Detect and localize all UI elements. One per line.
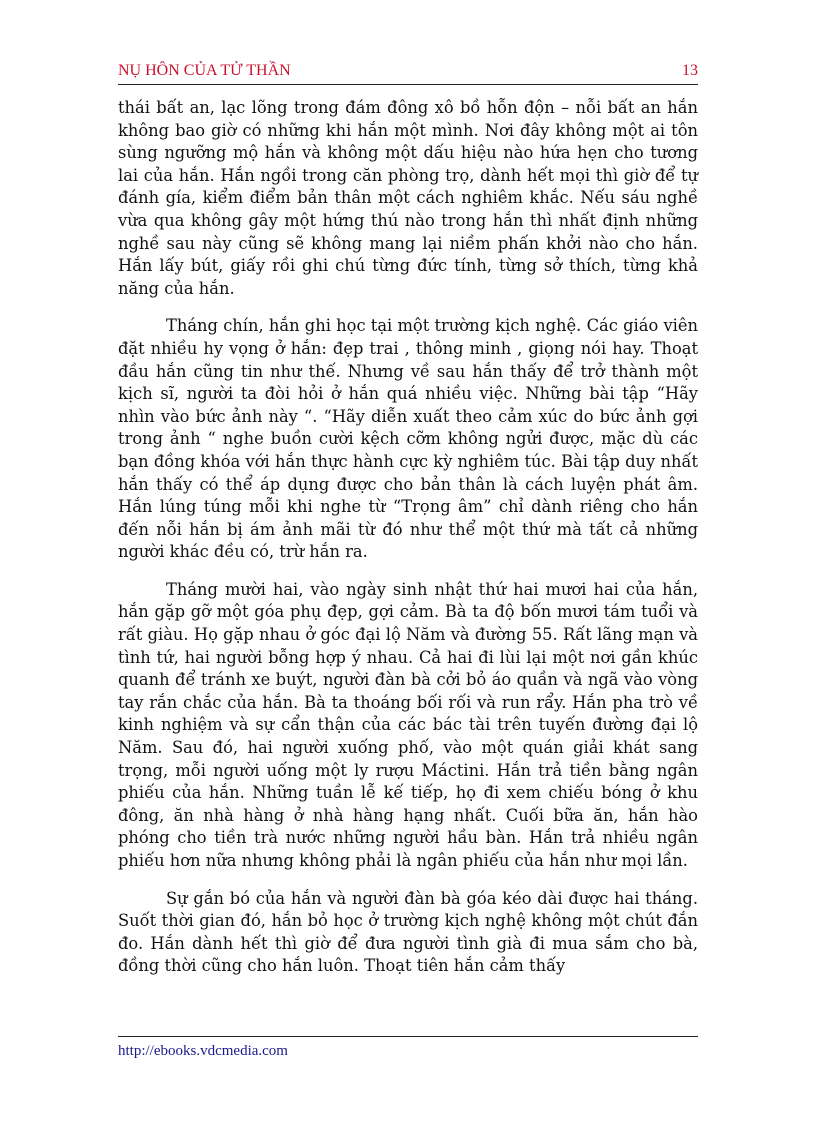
page-header [118,60,698,85]
paragraph: Tháng chín, hắn ghi học tại một trường kịch nghệ. Các giáo viên đặt nhiều hy vọng ở hắn: đẹp trai , thông minh , giọng nói hay. Thoạt đầu hắn cũng tin như thế. Nhưng về sau hắn thấy để trở thành một kịch sĩ, người ta đòi hỏi ở hắn quá nhiều việc. Những bài tập “Hãy nhìn vào bức ảnh này “. “Hãy diễn xuất theo cảm xúc do bức ảnh gợi trong ảnh “ nghe buồn cười kệch cỡm không ngửi được, mặc dù các bạn đồng khóa với hắn thực hành cực kỳ nghiêm túc. Bài tập duy nhất hắn thấy có thể áp dụng được cho bản thân là cách luyện phát âm. Hắn lúng túng mỗi khi nghe từ “Trọng âm” chỉ dành riêng cho hắn đến nỗi hắn bị ám ảnh mãi từ đó như thể một thứ mà tất cả những người khác đều có, trừ hắn ra. [118,316,698,562]
paragraph-continued: thái bất an, lạc lõng trong đám đông xô bồ hỗn độn – nỗi bất an hắn không bao giờ có những khi hắn một mình. Nơi đây không một ai tôn sùng ngưỡng mộ hắn và không một dấu hiệu nào hứa hẹn cho tương lai của hắn. Hắn ngồi trong căn phòng trọ, dành hết mọi thì giờ để tự đánh gía, kiểm điểm bản thân một cách nghiêm khắc. Nếu sáu nghề vừa qua không gây một hứng thú nào trong hắn thì nhất định những nghề sau này cũng sẽ không mang lại niềm phấn khởi nào cho hắn. Hắn lấy bút, giấy rồi ghi chú từng đức tính, từng sở thích, từng khả năng của hắn. [118,98,698,298]
page-number: 13 [682,62,698,79]
paragraph: Tháng mười hai, vào ngày sinh nhật thứ hai mươi hai của hắn, hắn gặp gỡ một góa phụ đẹp, gợi cảm. Bà ta độ bốn mươi tám tuổi và rất giàu. Họ gặp nhau ở góc đại lộ Năm và đường 55. Rất lãng mạn và tình tứ, hai người bỗng hợp ý nhau. Cả hai đi lùi lại một nơi gần khúc quanh để tránh xe buýt, người đàn bà cởi bỏ áo quần và ngã vào vòng tay rắn chắc của hắn. Bà ta thoáng bối rối và run rẩy. Hắn pha trò về kinh nghiệm và sự cẩn thận của các bác tài trên tuyến đường đại lộ Năm. Sau đó, hai người xuống phố, vào một quán giải khát sang trọng, mỗi người uống một ly rượu Máctini. Hắn trả tiền bằng ngân phiếu của hắn. Những tuần lễ kế tiếp, họ đi xem chiếu bóng ở khu đông, ăn nhà hàng ở nhà hàng hạng nhất. Cuối bữa ăn, hắn hào phóng cho tiền trà nước những người hầu bàn. Hắn trả nhiều ngân phiếu hơn nữa nhưng không phải là ngân phiếu của hắn như mọi lần. [118,579,698,870]
page-footer [118,1036,698,1059]
footer-website-link[interactable]: http://ebooks.vdcmedia.com [118,1043,288,1059]
paragraph: Sự gắn bó của hắn và người đàn bà góa kéo dài được hai tháng. Suốt thời gian đó, hắn bỏ học ở trường kịch nghệ không một chút đắn đo. Hắn dành hết thì giờ để đưa người tình già đi mua sắm cho bà, đồng thời cũng cho hắn luôn. Thoạt tiên hắn cảm thấy [118,888,698,976]
book-title: NỤ HÔN CỦA TỬ THẦN [118,62,291,79]
page-body [118,97,698,993]
